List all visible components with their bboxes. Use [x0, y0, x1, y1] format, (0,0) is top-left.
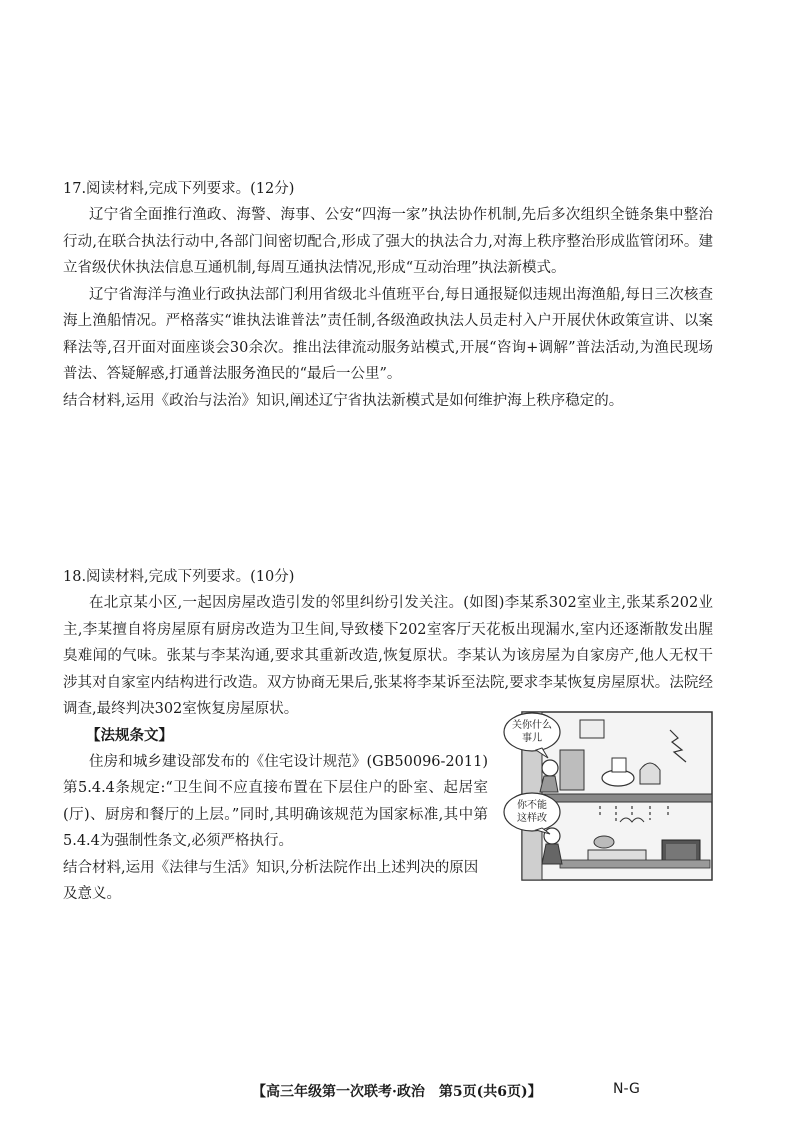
- question-17: [63, 176, 713, 414]
- law-text: 住房和城乡建设部发布的《住宅设计规范》(GB50096-2011)第5.4.4条规定:“卫生间不应直接布置在下层住户的卧室、起居室(厅)、厨房和餐厅的上层。”同时,其明确该规范为国家标准,其中第5.4.4为强制性条文,必须严格执行。: [63, 753, 488, 849]
- question-17-material-2: 辽宁省海洋与渔业行政执法部门利用省级北斗值班平台,每日通报疑似违规出海渔船,每日三次核查海上渔船情况。严格落实“谁执法谁普法”责任制,各级渔政执法人员走村入户开展伏休政策宣讲、以案释法等,召开面对面座谈会30余次。推出法律流动服务站模式,开展“咨询+调解”普法活动,为渔民现场普法、答疑解惑,打通普法服务渔民的“最后一公里”。: [63, 286, 713, 382]
- question-17-title: 17.阅读材料,完成下列要求。(12分): [63, 181, 295, 197]
- footer-exam-info: 【高三年级第一次联考·政治 第5页(共6页)】: [252, 1084, 542, 1100]
- footer-code: N-G: [613, 1081, 640, 1097]
- question-18-title: 18.阅读材料,完成下列要求。(10分): [63, 569, 295, 585]
- neighbor-dispute-cartoon: [500, 710, 715, 882]
- law-heading: 【法规条文】: [86, 726, 173, 744]
- upper-bubble-line-1: 关你什么: [512, 720, 552, 731]
- lower-bubble-line-2: 这样改: [517, 813, 547, 824]
- question-18-material: 在北京某小区,一起因房屋改造引发的邻里纠纷引发关注。(如图)李某系302室业主,张某系202业主,李某擅自将房屋原有厨房改造为卫生间,导致楼下202室客厅天花板出现漏水,室内还逐渐散发出腥臭难闻的气味。张某与李某沟通,要求其重新改造,恢复原状。李某认为该房屋为自家房产,他人无权干涉其对自家室内结构进行改造。双方协商无果后,张某将李某诉至法院,要求李某恢复房屋原状。法院经调查,最终判决302室恢复房屋原状。: [63, 595, 713, 717]
- question-18-task: 结合材料,运用《法律与生活》知识,分析法院作出上述判决的原因及意义。: [63, 859, 479, 902]
- question-17-material-1: 辽宁省全面推行渔政、海警、海事、公安“四海一家”执法协作机制,先后多次组织全链条集中整治行动,在联合执法行动中,各部门间密切配合,形成了强大的执法合力,对海上秩序整治形成监管闭环。建立省级伏休执法信息互通机制,每周互通执法情况,形成“互动治理”执法新模式。: [63, 207, 713, 276]
- lower-bubble-line-1: 你不能: [517, 800, 547, 811]
- upper-bubble-line-2: 事儿: [522, 733, 542, 744]
- question-18: [63, 564, 713, 907]
- question-17-task: 结合材料,运用《政治与法治》知识,阐述辽宁省执法新模式是如何维护海上秩序稳定的。: [63, 392, 624, 409]
